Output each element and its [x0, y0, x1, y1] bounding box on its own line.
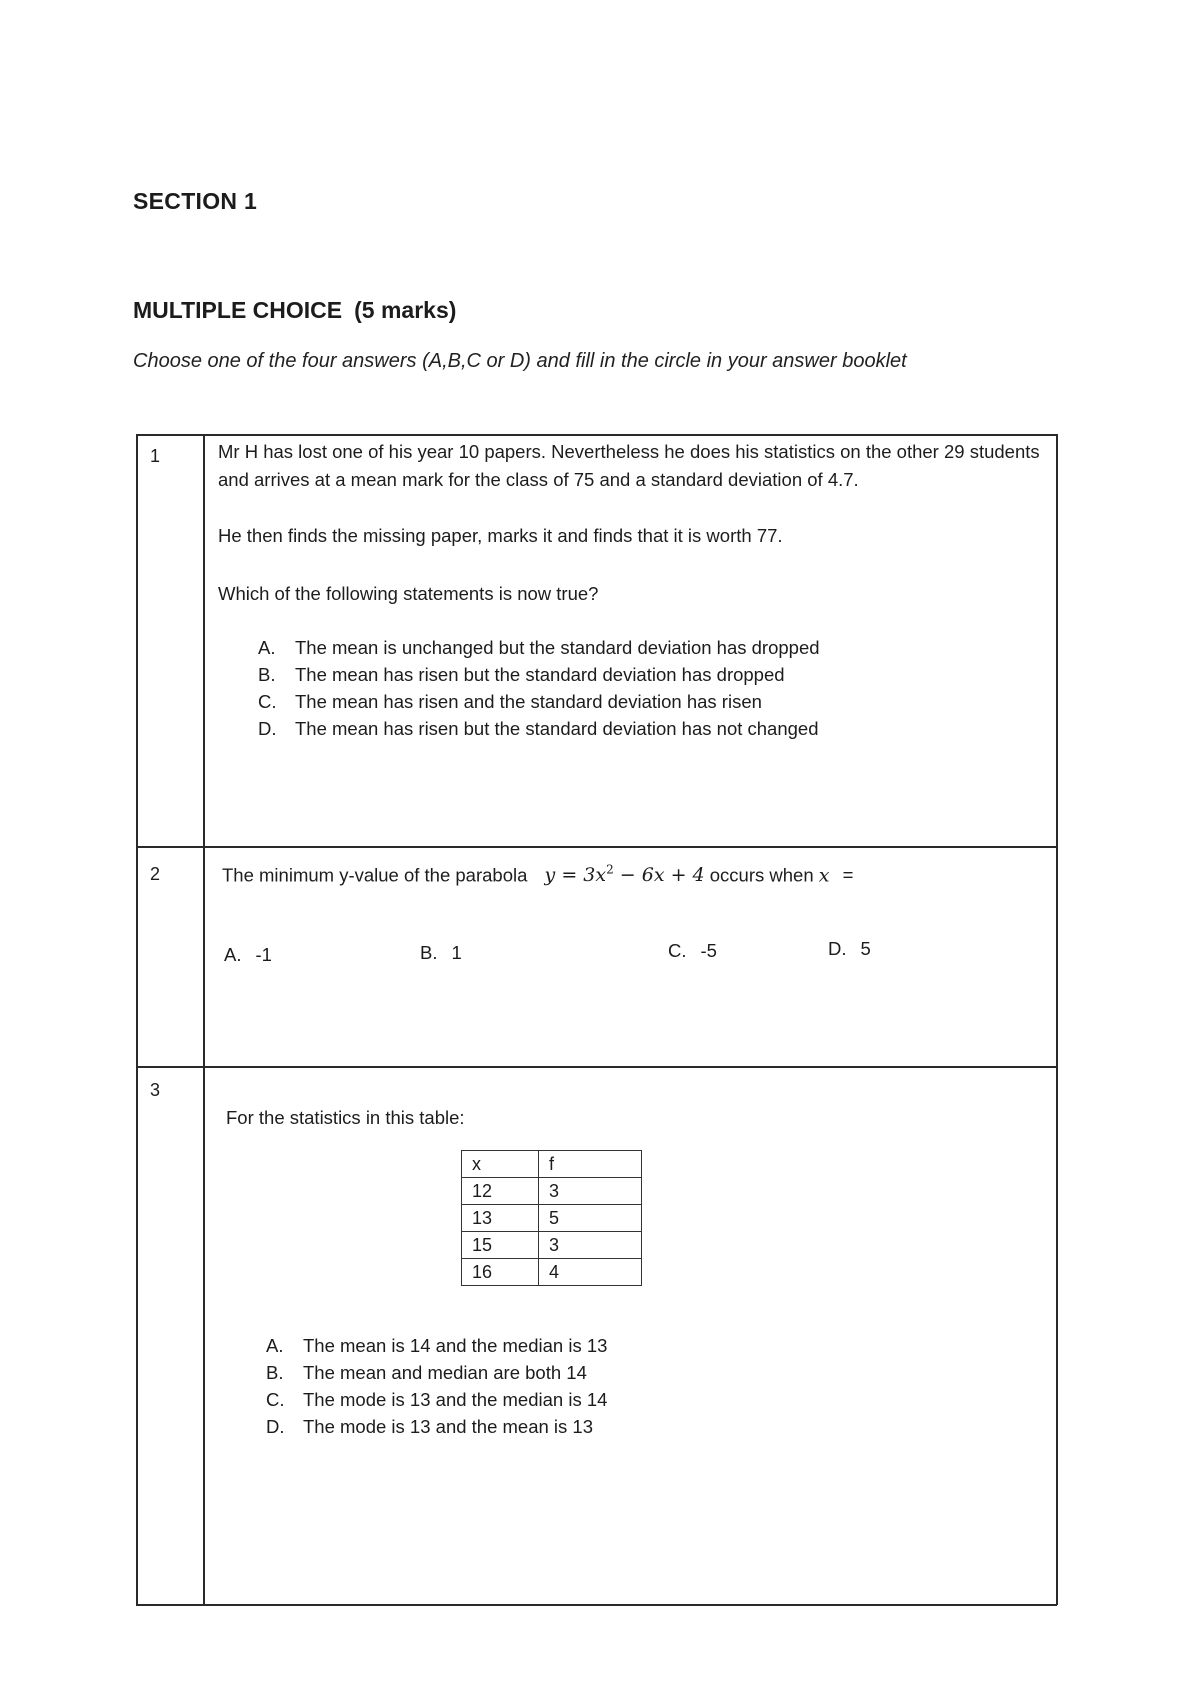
- option-text: 5: [860, 938, 871, 959]
- question-number-2: 2: [150, 864, 161, 884]
- table-row: [462, 1205, 642, 1232]
- equation-exponent: 2: [606, 863, 614, 877]
- option-letter: B.: [258, 664, 276, 685]
- multiple-choice-heading: [133, 297, 456, 324]
- number-column-divider: [203, 434, 205, 1605]
- question-2-equals: =: [842, 864, 854, 886]
- parabola-equation: [545, 864, 705, 886]
- option-text: -1: [255, 944, 272, 965]
- question-3-intro: For the statistics in this table:: [226, 1107, 465, 1128]
- option-letter: C.: [668, 940, 687, 961]
- option-text: The mean has risen but the standard deviation has dropped: [295, 664, 785, 685]
- table-row: [462, 1259, 642, 1286]
- option-row[interactable]: [266, 1386, 607, 1413]
- option-letter: B.: [420, 942, 438, 963]
- cell-f: 3: [539, 1232, 642, 1259]
- option-text: The mean and median are both 14: [303, 1362, 587, 1383]
- question-2-option-b[interactable]: [420, 942, 462, 964]
- cell-f: 4: [539, 1259, 642, 1286]
- option-text: The mode is 13 and the mean is 13: [303, 1416, 594, 1437]
- table-row: [462, 1178, 642, 1205]
- section-title: SECTION 1: [133, 188, 258, 214]
- option-text: The mean is 14 and the median is 13: [303, 1335, 608, 1356]
- table-border-bottom: [136, 1604, 1057, 1606]
- cell-f: 5: [539, 1205, 642, 1232]
- table-border-right: [1056, 434, 1058, 1605]
- mc-heading-marks: (5 marks): [354, 297, 457, 323]
- question-2-option-d[interactable]: [828, 938, 871, 960]
- instructions: Choose one of the four answers (A,B,C or D) and fill in the circle in your answer booklet: [133, 350, 907, 372]
- option-text: The mean has risen and the standard deviation has risen: [295, 691, 762, 712]
- option-letter: B.: [266, 1362, 284, 1383]
- table-row: [462, 1232, 642, 1259]
- option-letter: A.: [224, 944, 242, 965]
- question-2-stem: [222, 856, 853, 889]
- mc-heading-title: MULTIPLE CHOICE: [133, 297, 343, 323]
- row-divider-2: [136, 1066, 1057, 1068]
- question-number-3: 3: [150, 1080, 161, 1100]
- option-text: The mean is unchanged but the standard deviation has dropped: [295, 637, 820, 658]
- option-row[interactable]: [266, 1413, 607, 1440]
- option-letter: C.: [266, 1389, 285, 1410]
- question-2-text-after: occurs when: [709, 864, 814, 886]
- option-row[interactable]: [258, 634, 820, 661]
- cell-x: 16: [462, 1259, 539, 1286]
- row-divider-1: [136, 846, 1057, 848]
- table-border-left: [136, 434, 138, 1605]
- option-letter: D.: [266, 1416, 285, 1437]
- question-table: [136, 434, 1057, 1605]
- question-1-paragraph-3: Which of the following statements is now true?: [218, 583, 599, 604]
- option-text: 1: [451, 942, 462, 963]
- cell-x: 13: [462, 1205, 539, 1232]
- option-row[interactable]: [258, 661, 820, 688]
- option-letter: C.: [258, 691, 277, 712]
- option-row[interactable]: [258, 688, 820, 715]
- header-f: f: [539, 1151, 642, 1178]
- cell-x: 12: [462, 1178, 539, 1205]
- question-3-options: [266, 1332, 607, 1440]
- cell-x: 15: [462, 1232, 539, 1259]
- equation-rhs: − 6x + 4: [613, 864, 705, 887]
- question-2-option-c[interactable]: [668, 940, 717, 962]
- option-text: The mean has risen but the standard deviation has not changed: [295, 718, 819, 739]
- question-1-options: [258, 634, 820, 742]
- option-letter: D.: [258, 718, 277, 739]
- option-row[interactable]: [258, 715, 820, 742]
- cell-f: 3: [539, 1178, 642, 1205]
- question-2-text-before: The minimum y-value of the parabola: [222, 864, 528, 886]
- option-letter: A.: [266, 1335, 284, 1356]
- option-letter: D.: [828, 938, 847, 959]
- option-text: The mode is 13 and the median is 14: [303, 1389, 608, 1410]
- table-border-top: [136, 434, 1057, 436]
- equation-lhs: y = 3x: [544, 864, 607, 887]
- question-1-paragraph-1: Mr H has lost one of his year 10 papers. Nevertheless he does his statistics on the other 29 students and arrives at a mean mark for the class of 75 and a standard deviation of 4.7.: [218, 441, 1040, 490]
- question-1-paragraph-2: He then finds the missing paper, marks it and finds that it is worth 77.: [218, 525, 783, 546]
- table-header-row: [462, 1151, 642, 1178]
- option-letter: A.: [258, 637, 276, 658]
- option-row[interactable]: [266, 1332, 607, 1359]
- question-number-1: 1: [150, 446, 161, 466]
- option-text: -5: [700, 940, 717, 961]
- statistics-table: [461, 1150, 642, 1286]
- header-x: x: [462, 1151, 539, 1178]
- option-row[interactable]: [266, 1359, 607, 1386]
- question-2-variable: x: [818, 864, 830, 887]
- question-2-option-a[interactable]: [224, 944, 272, 966]
